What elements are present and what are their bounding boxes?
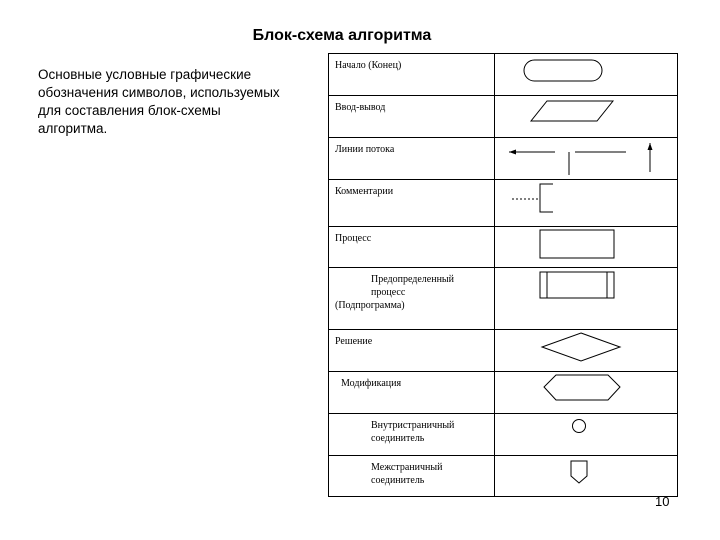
symbol-label: Решение [335, 336, 373, 347]
symbol-cell [495, 414, 678, 456]
flow-lines-icon [495, 138, 677, 179]
symbol-label: Модификация [341, 378, 402, 389]
symbol-label: Начало (Конец) [335, 60, 402, 71]
table-row [329, 330, 678, 372]
intro-text: Основные условные графические обозначения символов, используемых для составления блок-схемы алгоритма. [38, 67, 280, 136]
slide-title: Блок-схема алгоритма [252, 27, 432, 44]
table-row [329, 456, 678, 497]
table-row [329, 96, 678, 138]
table-row [329, 268, 678, 330]
symbol-cell [495, 54, 678, 96]
symbol-cell [495, 456, 678, 497]
symbol-label-cell [329, 414, 495, 456]
terminator-icon [495, 54, 677, 95]
symbols-table [328, 53, 678, 497]
modification-icon [495, 372, 677, 413]
table-row [329, 54, 678, 96]
symbol-label-cell [329, 180, 495, 227]
symbol-label: Предопределенный процесс [371, 274, 455, 298]
symbol-cell [495, 372, 678, 414]
symbol-label-cell [329, 456, 495, 497]
predefined-process-icon [495, 268, 677, 329]
symbol-label: Ввод-вывод [335, 102, 386, 113]
symbol-label-cell [329, 138, 495, 180]
symbol-label-cell [329, 372, 495, 414]
symbol-cell [495, 96, 678, 138]
symbol-label-cell [329, 96, 495, 138]
offpage-connector-icon [495, 456, 677, 496]
page-number: 10 [655, 494, 670, 509]
table-row [329, 372, 678, 414]
circle-connector-icon [495, 414, 677, 455]
symbol-label-cell [329, 330, 495, 372]
symbol-label-cell [329, 227, 495, 268]
comment-icon [495, 180, 677, 226]
symbol-label: Комментарии [335, 186, 394, 197]
table-row [329, 138, 678, 180]
symbol-label: Линии потока [335, 144, 395, 155]
decision-icon [495, 330, 677, 371]
symbol-label: Межстраничный соединитель [371, 462, 443, 486]
symbol-cell [495, 138, 678, 180]
table-row [329, 227, 678, 268]
table-row [329, 414, 678, 456]
symbol-cell [495, 268, 678, 330]
symbol-label-cell [329, 54, 495, 96]
symbol-cell [495, 227, 678, 268]
symbol-cell [495, 180, 678, 227]
parallelogram-icon [495, 96, 677, 137]
table-row [329, 180, 678, 227]
symbol-label: Внутристраничный соединитель [371, 420, 455, 444]
symbol-label-extra: (Подпрограмма) [335, 300, 405, 311]
symbol-label-cell [329, 268, 495, 330]
symbol-cell [495, 330, 678, 372]
symbol-label: Процесс [335, 233, 372, 244]
process-icon [495, 227, 677, 267]
